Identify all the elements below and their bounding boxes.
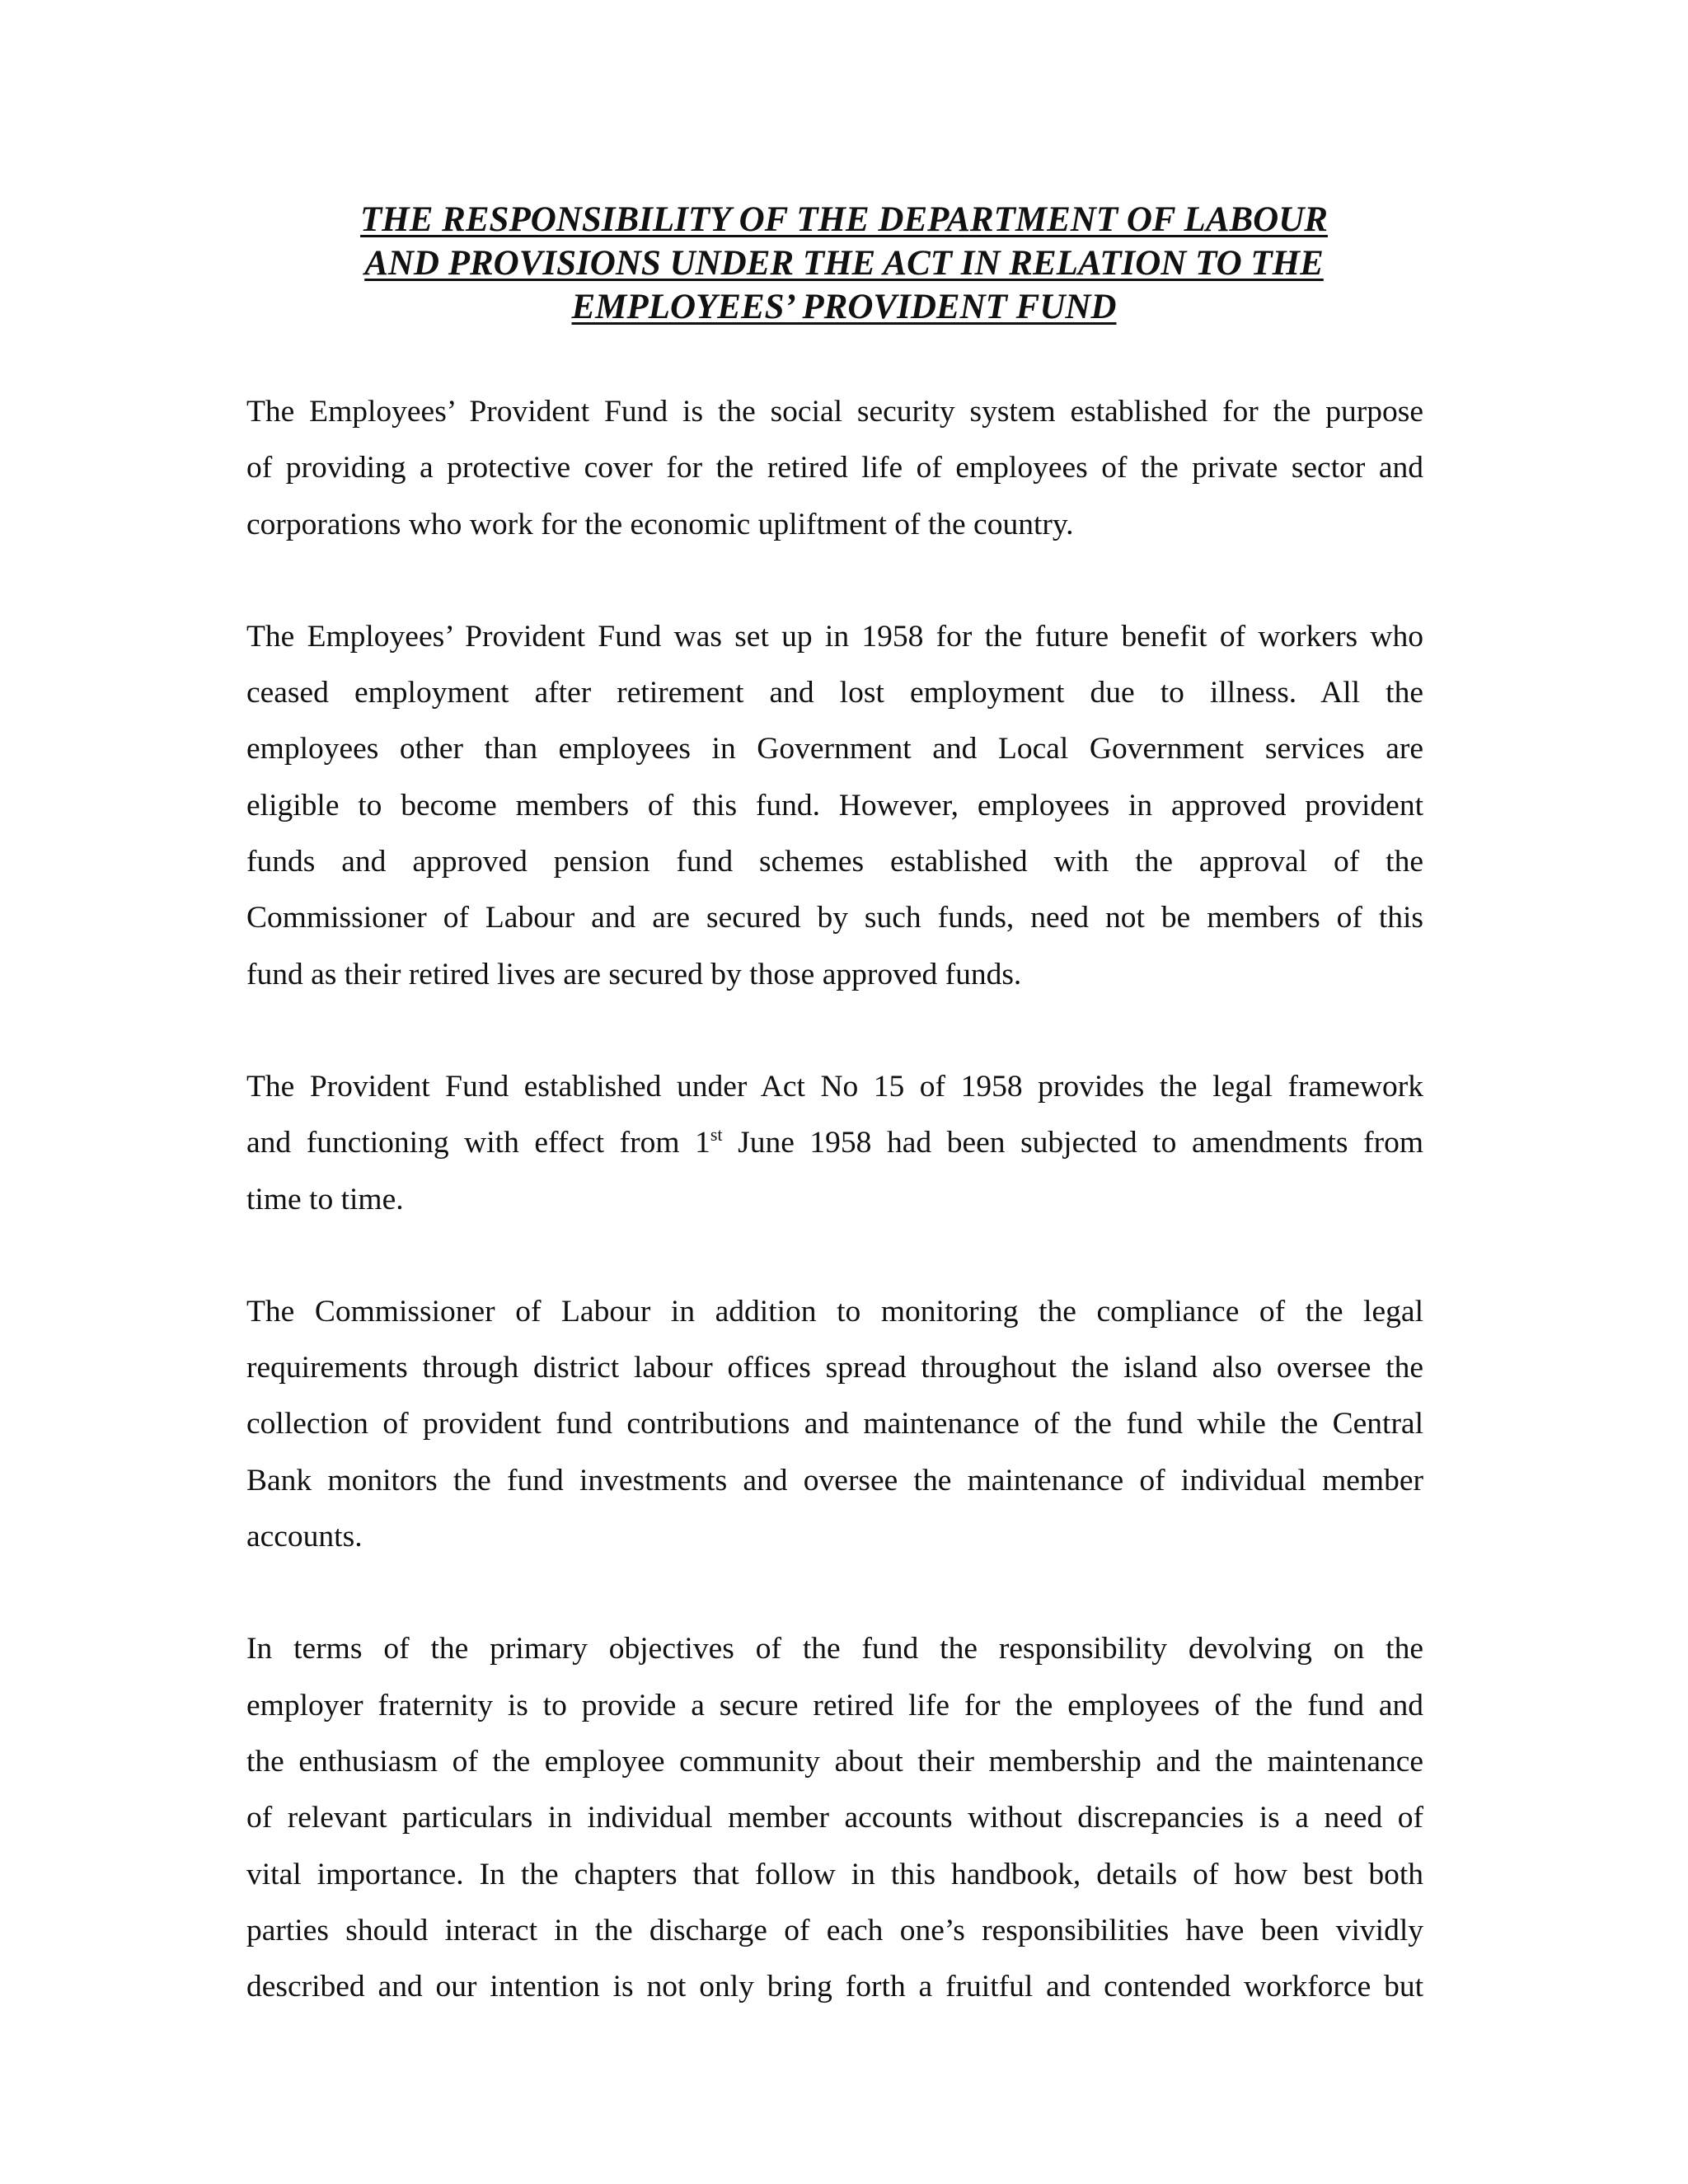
paragraph-line: described and our intention is not only bring forth a fruitful and contended workforce but [246,1970,1423,2004]
paragraph-line: the enthusiasm of the employee community about their membership and the maintenance [246,1744,1423,1779]
paragraph-line: The Employees’ Provident Fund was set up in 1958 for the future benefit of workers who [246,619,1423,654]
paragraph-line: accounts. [246,1520,363,1554]
paragraph-line: vital importance. In the chapters that follow in this handbook, details of how best both [246,1857,1423,1891]
paragraph-line: eligible to become members of this fund. However, employees in approved provident [246,788,1423,823]
paragraph-line: parties should interact in the discharge of each one’s responsibilities have been vividly [246,1913,1423,1947]
title-line: THE RESPONSIBILITY OF THE DEPARTMENT OF LABOUR [360,200,1328,239]
document-title [247,198,1441,329]
paragraph-line: The Commissioner of Labour in addition to monitoring the compliance of the legal [246,1294,1423,1329]
paragraph-history [246,609,1423,1003]
paragraph-line: ceased employment after retirement and lost employment due to illness. All the [246,676,1423,710]
ordinal-superscript: st [710,1124,723,1146]
paragraph-line: time to time. [246,1182,404,1216]
paragraph-legal-framework [246,1059,1423,1228]
paragraph-line: of providing a protective cover for the retired life of employees of the private sector and [246,451,1423,485]
paragraph-line: In terms of the primary objectives of the fund the responsibility devolving on the [246,1632,1423,1666]
paragraph-line: employees other than employees in Government and Local Government services are [246,732,1423,766]
paragraph-line: fund as their retired lives are secured by those approved funds. [246,957,1022,991]
document-body [246,384,1423,2071]
paragraph-line: collection of provident fund contributions and maintenance of the fund while the Central [246,1407,1423,1441]
paragraph-line: Commissioner of Labour and are secured by such funds, need not be members of this [246,901,1423,935]
paragraph-line: requirements through district labour offices spread throughout the island also oversee the [246,1351,1423,1385]
paragraph-line: The Provident Fund established under Act No 15 of 1958 provides the legal framework [246,1069,1423,1104]
paragraph-line [246,1115,1423,1171]
paragraph-objectives [246,1621,1423,2015]
line-text: June 1958 had been subjected to amendments from [722,1126,1423,1160]
paragraph-line: funds and approved pension fund schemes established with the approval of the [246,845,1423,879]
line-text: and functioning with effect from 1 [246,1126,710,1160]
paragraph-line: of relevant particulars in individual member accounts without discrepancies is a need of [246,1801,1423,1835]
title-line: AND PROVISIONS UNDER THE ACT IN RELATION TO THE [364,244,1324,283]
title-line: EMPLOYEES’ PROVIDENT FUND [571,288,1117,326]
paragraph-purpose [246,384,1423,553]
paragraph-line: employer fraternity is to provide a secure retired life for the employees of the fund and [246,1688,1423,1722]
paragraph-line: corporations who work for the economic upliftment of the country. [246,507,1074,541]
paragraph-line: Bank monitors the fund investments and oversee the maintenance of individual member [246,1463,1423,1497]
paragraph-commissioner [246,1284,1423,1565]
paragraph-line: The Employees’ Provident Fund is the social security system established for the purpose [246,395,1423,429]
